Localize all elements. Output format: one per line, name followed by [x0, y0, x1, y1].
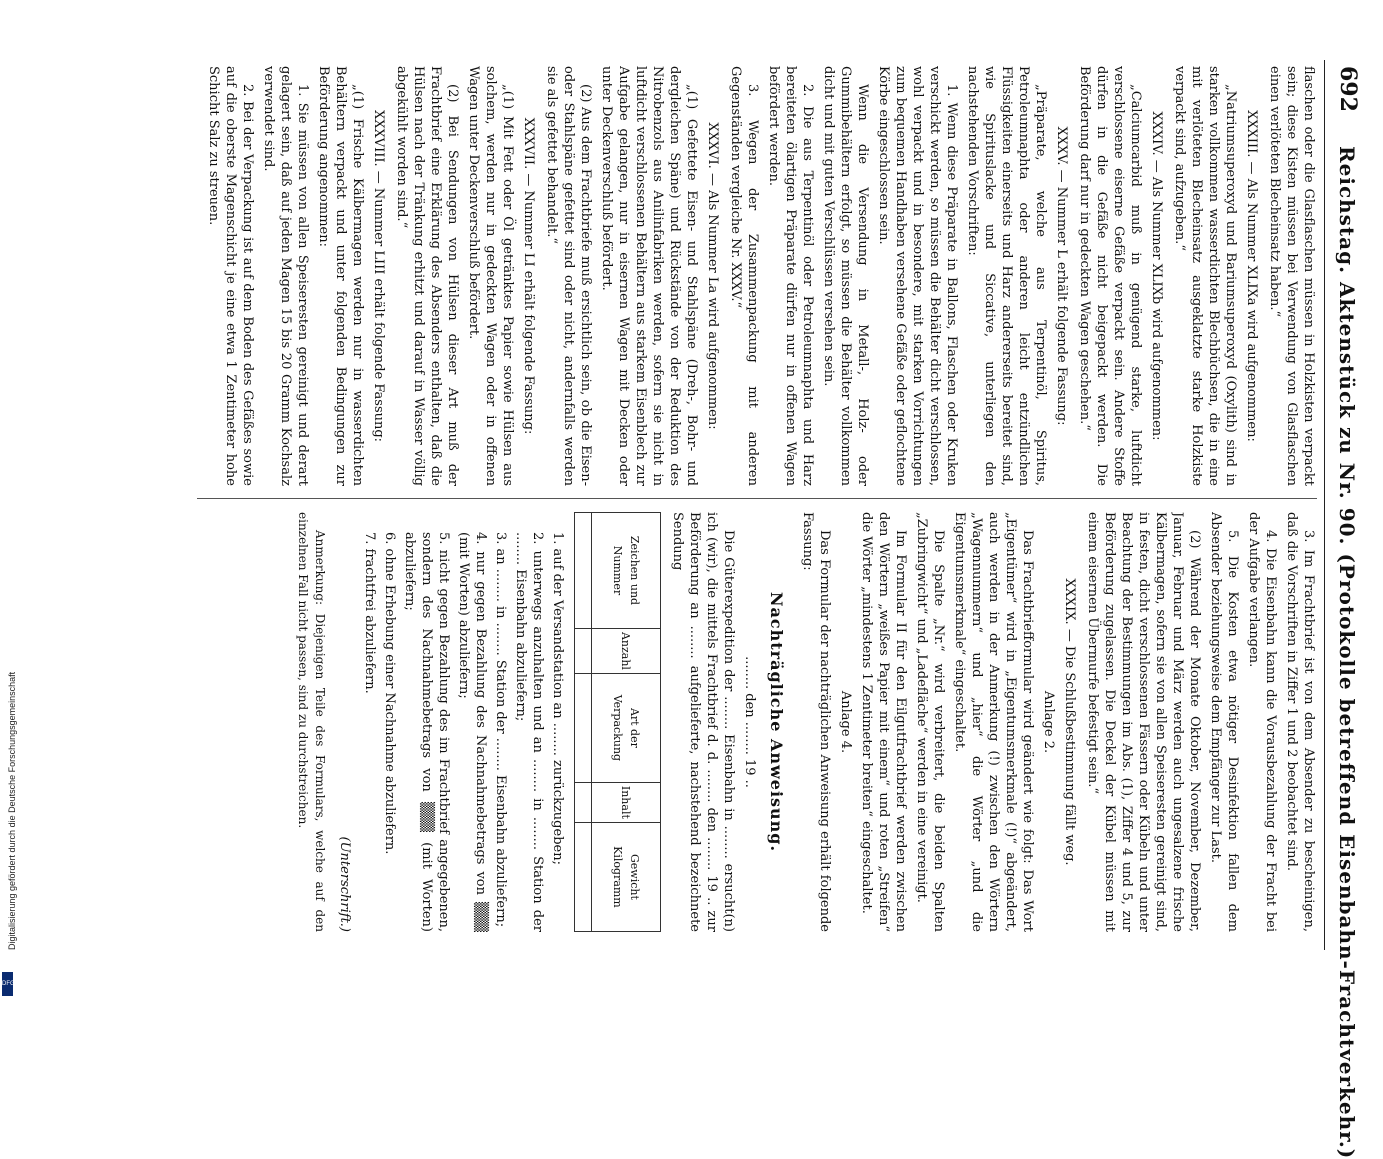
dateline: ........ den ........ 19 ..	[742, 656, 757, 788]
annex-label: Anlage 4.	[838, 690, 853, 754]
table-cell	[575, 628, 592, 673]
list-item: 7. frachtfrei abzuliefern.	[362, 532, 377, 694]
table-cell	[575, 673, 592, 782]
list-item: 1. auf der Versandstation an ........ zurückzugeben;	[550, 532, 565, 865]
list-item: 6. ohne Erhebung einer Nachnahme abzuliefern.	[382, 532, 397, 855]
table-header-cell: Art der Verpackung	[592, 673, 661, 782]
list-item: 5. nicht gegen Bezahlung des im Frachtbrief angegebenen, sondern des Nachnahmebetrags von ▒▒▒ (mit Worten) abzuliefern;	[402, 532, 451, 932]
paragraph: flaschen oder die Glasflaschen müssen in Holzkisten verpackt sein; diese Kisten müssen bei Verwendung von Glasflaschen einen verlöteten Blecheinsatz haben.“	[1267, 66, 1316, 486]
section-heading: XXXV. — Nummer L erhält folgende Fassung:	[1054, 126, 1069, 426]
table-header-cell: Zeichen und Nummer	[592, 513, 661, 629]
paragraph: „Natriumsuperoxyd und Bariumsuperoxyd (Oxylith) sind in starken vollkommen wasserdichten Blechbüchsen, die in eine mit verlöteten Blecheinsatz ausgeklatzte starke Holzkiste verpackt sind, aufzugeben.“	[1172, 66, 1238, 486]
paragraph: Das Formular der nachträglichen Anweisung erhält folgende Fassung:	[800, 512, 832, 932]
section-heading: XXXVIII. — Nummer LIII erhält folgende Fassung:	[371, 109, 386, 443]
section-heading: XXXIV. — Als Nummer XLIXb wird aufgenommen:	[1149, 111, 1164, 441]
column-divider	[197, 498, 1317, 499]
table-header-cell: Inhalt	[592, 782, 661, 822]
paragraph: 1. Sie müssen von allen Speiseresten gereinigt und derart gelagert sein, daß auf jeden Magen 15 bis 20 Gramm Kochsalz verwendet sind.	[261, 66, 310, 486]
instruction-list	[361, 512, 566, 932]
table-header-row	[592, 513, 661, 932]
table-header-cell: Gewicht Kilogramm	[592, 822, 661, 931]
paragraph: „(1) Frische Kälbermagen werden nur in wasserdichten Behältern verpackt und unter folgenden Bedingungen zur Beförderung angenommen:	[316, 66, 365, 486]
shipment-table	[574, 512, 661, 932]
paragraph: 2. Bei der Verpackung ist auf dem Boden des Gefäßes sowie auf die oberste Magenschicht je eine etwa 1 Zentimeter hohe Schicht Salz zu streuen.	[206, 66, 255, 486]
table-header-cell: Anzahl	[592, 628, 661, 673]
table-cell	[575, 513, 592, 629]
paragraph: 1. Wenn diese Präparate in Ballons, Flaschen oder Kruken verschickt werden, so müssen die Behälter dicht verschlossen, wohl verpackt und in besondere, mit starken Vorrichtungen zum bequemen Handhaben versehene Gefäße oder geflochtene Körbe eingeschlossen sein.	[876, 66, 959, 486]
footnote: Anmerkung: Diejenigen Teile des Formulars, welche auf den einzelnen Fall nicht passen, sind zu durchstreichen.	[296, 512, 327, 932]
paragraph: (2) Aus dem Frachtbriefe muß ersichtlich sein, ob die Eisen- oder Stahlspäne gefettet sind oder nicht, andernfalls werden sie als gefettet behandelt.“	[544, 66, 593, 486]
dfg-logo-icon: DFG	[2, 972, 13, 996]
paragraph: 2. Die aus Terpentinöl oder Petroleumnaphta und Harz bereiteten ölartigen Präparate dürfen nur in offenen Wagen befördert werden.	[766, 66, 815, 486]
paragraph: (2) Bei Sendungen von Hülsen dieser Art muß der Frachtbrief eine Erklärung des Absenders enthalten, daß die Hülsen nach der Tränkung erhitzt und darauf in Wasser völlig abgekühlt worden sind.“	[394, 66, 460, 486]
paragraph: Wenn die Versendung in Metall-, Holz- oder Gummibehältern erfolgt, so müssen die Behälter vollkommen dicht und mit guten Verschlüssen versehen sein.	[821, 66, 870, 486]
paragraph: 3. Im Frachtbrief ist von dem Absender zu bescheinigen, daß die Vorschriften in Ziffer 1 und 2 beobachtet sind.	[1284, 512, 1316, 932]
paragraph: „Calciumcarbid muß in genügend starke, luftdicht verschlossene eiserne Gefäße verpackt sein. Andere Stoffe dürfen in die Gefäße nicht beigepackt werden. Die Beförderung darf nur in gedeckten Wagen geschehen.“	[1077, 66, 1143, 486]
right-column	[187, 512, 1317, 932]
form-heading: Nachträgliche Anweisung.	[767, 591, 786, 853]
list-item: 2. unterwegs anzuhalten und an ........ in ........ Station der ........ Eisenbahn abzuliefern;	[513, 532, 545, 932]
section-heading: XXXVII. — Nummer LI erhält folgende Fassung:	[521, 117, 536, 435]
paragraph: Im Formular II für den Eilgutfrachtbrief werden zwischen den Wörtern „weißes Papier mit einem“ und roten „Streifen“ die Wörter „mindestens 1 Zentimeter breiten“ eingeschaltet.	[859, 512, 908, 932]
paragraph: 3. Wegen der Zusammenpackung mit anderen Gegenständen vergleiche Nr. XXXV.“	[728, 66, 760, 486]
funding-credit: Digitalisierung gefördert durch die Deutsche Forschungsgemeinschaft	[7, 671, 17, 950]
paragraph: 5. Die Kosten etwa nötiger Desinfektion fallen dem Absender beziehungsweise dem Empfänger zur Last.	[1208, 512, 1240, 932]
page-number: 692	[1335, 66, 1361, 112]
paragraph: „(1) Mit Fett oder Öl getränktes Papier sowie Hülsen aus solchem, werden nur in gedeckten Wagen oder in offenen Wagen unter Deckenverschluß befördert.	[466, 66, 515, 486]
running-title: Reichstag. Aktenstück zu Nr. 90. (Protokolle betreffend Eisenbahn-Frachtverkehr.)	[1335, 146, 1359, 1159]
credit-sidebar	[0, 0, 17, 1000]
signature-line: (Unterschrift.)	[337, 836, 352, 932]
section-heading: XXXIX. — Die Schlußbestimmung fällt weg.	[1062, 578, 1077, 866]
table-row	[575, 513, 592, 932]
page-header	[1321, 66, 1361, 1159]
section-heading: XXXVI. — Als Nummer La wird aufgenommen:	[705, 122, 720, 430]
document-page	[93, 0, 1383, 1159]
left-column	[187, 66, 1317, 486]
paragraph: Das Frachtbriefformular wird geändert wie folgt: Das Wort „Eigentümer“ wird in „Eigentumsmerkmale (!)“ abgeändert, auch werden in der Anmerkung (!) zwischen den Wörtern „Wagennummern“ und „hier“ die Wörter „und die Eigentumsmerkmale“ eingeschaltet.	[952, 512, 1035, 932]
paragraph: „(1) Gefettete Eisen- und Stahlspäne (Dreh-, Bohr- und dergleichen Späne) und Rückstände von der Reduktion des Nitrobenzols aus Anilinfabriken werden, sofern sie nicht in luftdicht verschlossenen Behältern aus starkem Eisenblech zur Aufgabe gelangen, nur in eisernen Wagen mit Decken oder unter Deckenverschluß befördert.	[599, 66, 699, 486]
paragraph: 4. Die Eisenbahn kann die Vorausbezahlung der Fracht bei der Aufgabe verlangen.	[1246, 512, 1278, 932]
paragraph: Die Güterexpedition der ........ Eisenbahn in ........ ersucht(n) ich (wir), die mittels Frachtbrief d. d. ........ den ........ 19 .. zur Beförderung an ........ aufgelieferte, nachstehend bezeichnete Sendung	[670, 512, 736, 932]
annex-label: Anlage 2.	[1041, 690, 1056, 754]
header-rule	[1324, 60, 1325, 950]
section-heading: XXXIII. — Als Nummer XLIXa wird aufgenommen:	[1244, 110, 1259, 442]
paragraph: Die Spalte „Nr.“ wird verbreitert, die beiden Spalten „Zubringwicht“ und „Ladefläche“ werden in eine vereinigt.	[914, 512, 946, 932]
paragraph: (2) Während der Monate Oktober, November, Dezember, Januar, Februar und März werden auch ungesalzene frische Kälbermagen, sofern sie von allen Speiseresten gereinigt sind, in festen, dicht verschlossenen Fässern oder Kübeln und unter Beachtung der Bestimmungen im Abs. (1), Ziffer 4 und 5, zur Beförderung zugelassen. Die Deckel der Kübel müssen mit einem eisernen Übermurfe befestigt sein.“	[1085, 512, 1202, 932]
paragraph: „Präparate, welche aus Terpentinöl, Spiritus, Petroleumnaphta oder anderen leicht entzündlichen Flüssigkeiten einerseits und Harz andererseits bereitet sind, wie Spirituslacke und Siccative, unterliegen den nachstehenden Vorschriften:	[965, 66, 1048, 486]
table-cell	[575, 822, 592, 931]
table-cell	[575, 782, 592, 822]
list-item: 3. an ........ in ........ Station der ........ Eisenbahn abzuliefern;	[493, 532, 508, 928]
list-item: 4. nur gegen Bezahlung des Nachnahmebetrags von ▒▒▒ (mit Worten) abzuliefern;	[456, 532, 488, 932]
